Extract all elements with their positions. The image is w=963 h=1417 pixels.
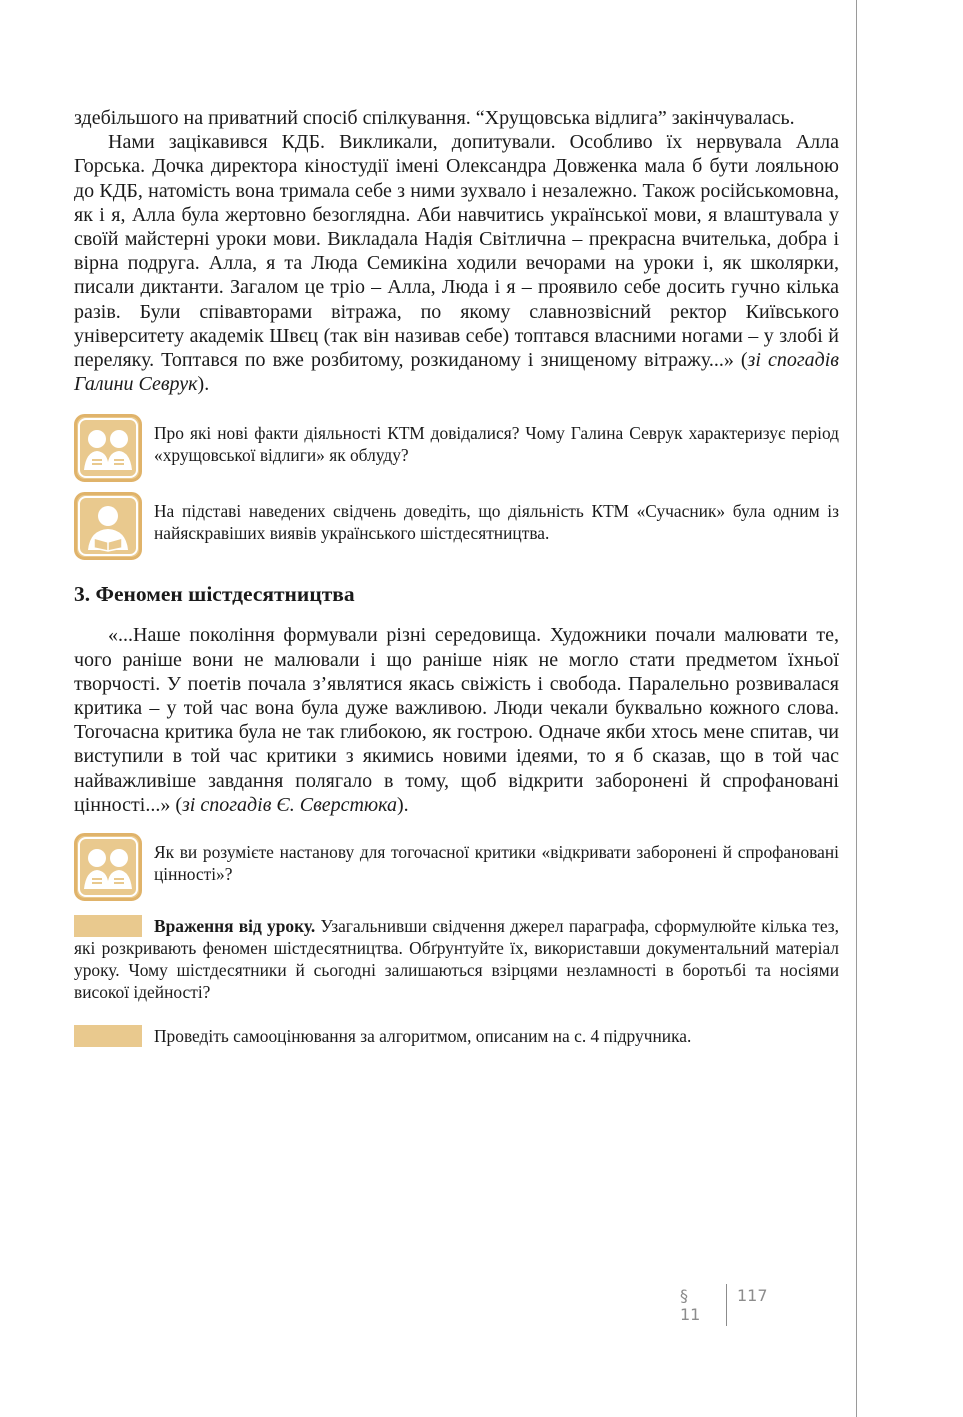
quote-end: ). bbox=[396, 793, 409, 816]
quote-paragraph bbox=[74, 623, 839, 817]
paragraph-2-end: ). bbox=[197, 373, 210, 396]
section-number: § 11 bbox=[680, 1286, 701, 1324]
page-content bbox=[74, 106, 839, 1047]
paragraph-2-text: Нами зацікавився КДБ. Викликали, допитували. Особливо їх нервувала Алла Горська. Дочка директора кіностудії імені Олександра Довженка мала б бути лояльною до КДБ, натомість вона тримала себе з ними зухвало і незалежно. Також російськомовна, як і я, Алла була жертовно безоглядна. Аби навчитись української мови, я влаштувала у своїй майстерні уроки мови. Викладала Надія Світлична – прекрасна вчителька, добра і вірна подруга. Алла, я та Люда Семикіна ходили вечорами на уроки і, як школярки, писали диктанти. Загалом це тріо – Алла, Люда і я – проявило себе досить гучно кілька разів. Були співавторами вітража, по якому славнозвісний ректор Київського університету академік Швєц (так він називав себе) топтався власними ногами – у злобі й переляку. Топтався по вже розбитому, розкиданому і знищеному вітражу...» ( bbox=[74, 131, 839, 372]
question-3 bbox=[74, 833, 839, 901]
paragraph-1: здебільшого на приватний спосіб спілкування. “Хрущовська відлига” закінчувалась. bbox=[74, 107, 795, 129]
discuss-icon bbox=[74, 833, 142, 901]
question-1 bbox=[74, 414, 839, 482]
task-1-marker bbox=[74, 915, 142, 937]
paragraph-2-source: зі спогадів Галини Севрук bbox=[74, 349, 839, 396]
page-margin-rule bbox=[856, 0, 857, 1417]
footer-divider bbox=[726, 1284, 727, 1326]
task-1-body: Узагальнивши свідчення джерел параграфа, сформулюйте кілька тез, які розкривають феномен шістдесятництва. Обґрунтуйте їх, використавши документальний матеріал уроку. Чому шістдесятники й сьогодні залишаються взірцями незламності в боротьбі та носіями високої ідейності? bbox=[74, 916, 840, 1003]
section-title: 3. Феномен шістдесятництва bbox=[74, 582, 355, 607]
page-number: 117 bbox=[737, 1286, 768, 1305]
task-1 bbox=[74, 915, 839, 1003]
paragraph-2 bbox=[74, 130, 839, 396]
discuss-icon bbox=[74, 414, 142, 482]
question-1-text: Про які нові факти діяльності КТМ довідалися? Чому Галина Севрук характеризує період «хрущовської відлиги» як облуду? bbox=[154, 423, 839, 466]
question-2-text: На підставі наведених свідчень доведіть, що діяльність КТМ «Сучасник» була одним із найяскравіших виявів українського шістдесятництва. bbox=[154, 501, 839, 544]
reading-icon bbox=[74, 492, 142, 560]
task-1-label: Враження від уроку. bbox=[154, 916, 316, 937]
task-2-text: Проведіть самооцінювання за алгоритмом, описаним на с. 4 підручника. bbox=[154, 1026, 692, 1047]
quote-text: «...Наше покоління формували різні середовища. Художники почали малювати те, чого раніше вони не малювали і що раніше ніяк не могло стати предметом їхньої творчості. У поетів почала з’являтися якась свіжість і свобода. Паралельно розвивалася критика – у той час вона була дуже важливою. Люди чекали буквально кожного слова. Тогочасна критика була не так глибокою, як гострою. Одначе якби хтось мене спитав, чи виступили в той час критики з якимись новими ідеями, то я б сказав, що в той час найважливіше завдання полягало в тому, щоб відкрити заборонені й спрофановані цінності...» ( bbox=[74, 624, 839, 816]
question-3-text: Як ви розумієте настанову для тогочасної критики «відкривати заборонені й спрофановані цінності»? bbox=[154, 842, 839, 885]
quote-source: зі спогадів Є. Сверстюка bbox=[182, 793, 397, 816]
task-2-marker bbox=[74, 1025, 142, 1047]
task-2 bbox=[74, 1025, 839, 1047]
task-1-text bbox=[74, 915, 839, 1003]
question-2 bbox=[74, 492, 839, 560]
